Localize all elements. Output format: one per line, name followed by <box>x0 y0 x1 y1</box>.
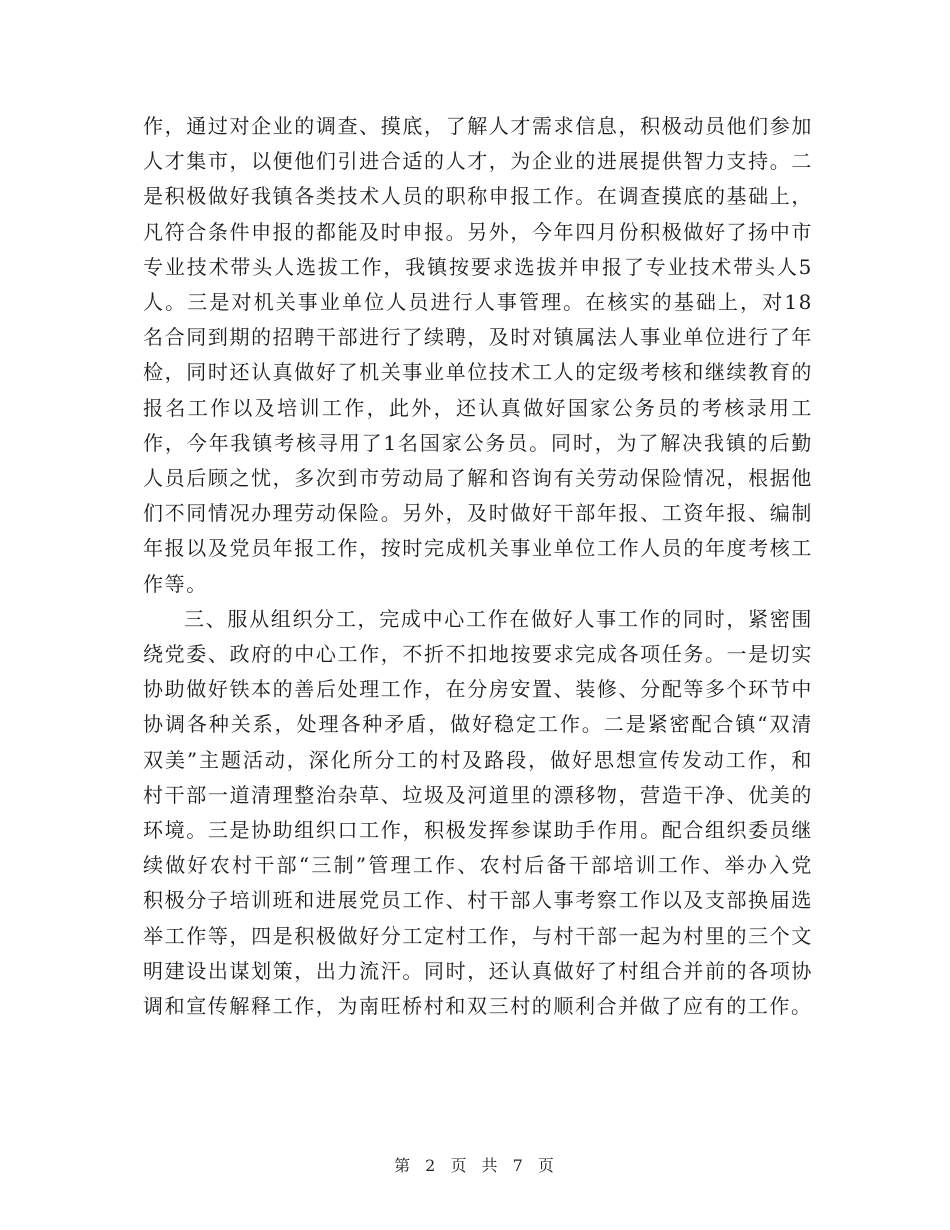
paragraph-personnel-work: 作，通过对企业的调查、摸底，了解人才需求信息，积极动员他们参加人才集市，以便他们引进合适的人才，为企业的进展提供智力支持。二是积极做好我镇各类技术人员的职称申报工作。在调查摸底的基础上，凡符合条件申报的都能及时申报。另外，今年四月份积极做好了扬中市专业技术带头人选拔工作，我镇按要求选拔并申报了专业技术带头人5人。三是对机关事业单位人员进行人事管理。在核实的基础上，对18名合同到期的招聘干部进行了续聘，及时对镇属法人事业单位进行了年检，同时还认真做好了机关事业单位技术工人的定级考核和继续教育的报名工作以及培训工作，此外，还认真做好国家公务员的考核录用工作，今年我镇考核寻用了1名国家公务员。同时，为了解决我镇的后勤人员后顾之忧，多次到市劳动局了解和咨询有关劳动保险情况，根据他们不同情况办理劳动保险。另外，及时做好干部年报、工资年报、编制年报以及党员年报工作，按时完成机关事业单位工作人员的年度考核工作等。 <box>143 114 813 596</box>
page-number-footer: 第 2 页 共 7 页 <box>394 1156 556 1175</box>
document-body <box>143 109 813 1024</box>
paragraph-central-work: 三、服从组织分工，完成中心工作在做好人事工作的同时，紧密围绕党委、政府的中心工作，不折不扣地按要求完成各项任务。一是切实协助做好铁本的善后处理工作，在分房安置、装修、分配等多个环节中协调各种关系，处理各种矛盾，做好稳定工作。二是紧密配合镇“双清双美”主题活动，深化所分工的村及路段，做好思想宣传发动工作，和村干部一道清理整治杂草、垃圾及河道里的漂移物，营造干净、优美的环境。三是协助组织口工作，积极发挥参谋助手作用。配合组织委员继续做好农村干部“三制”管理工作、农村后备干部培训工作、举办入党积极分子培训班和进展党员工作、村干部人事考察工作以及支部换届选举工作等，四是积极做好分工定村工作，与村干部一起为村里的三个文明建设出谋划策，出力流汗。同时，还认真做好了村组合并前的各项协调和宣传解释工作，为南旺桥村和双三村的顺利合并做了应有的工作。 <box>143 606 813 1019</box>
